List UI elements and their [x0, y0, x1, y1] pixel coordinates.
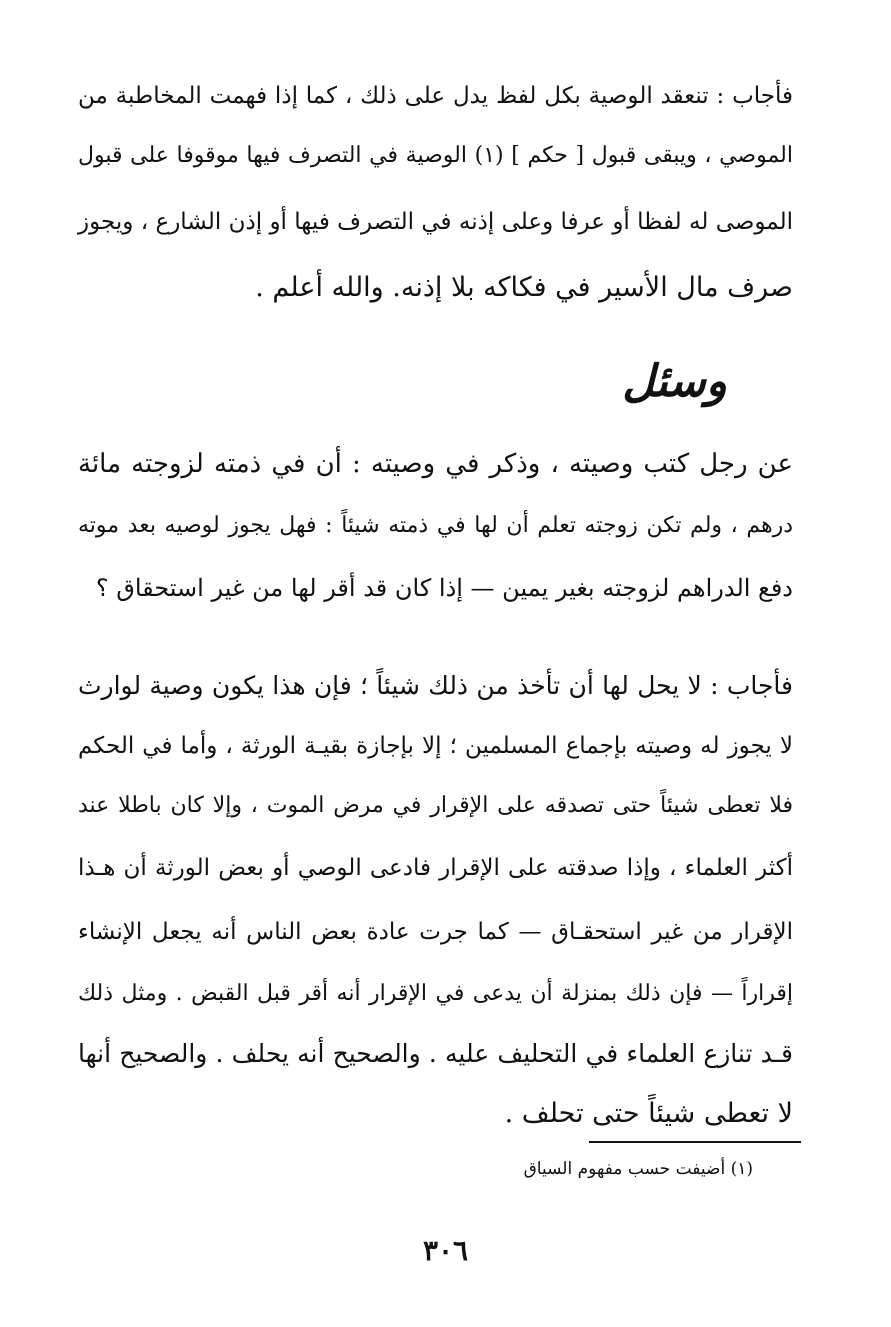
answer-1-line: فأجاب : تنعقد الوصية بكل لفظ يدل على ذلك ، كما إذا فهمت المخاطبة من	[78, 83, 793, 109]
answer-2-line: أكثر العلماء ، وإذا صدقته على الإقرار فادعى الوصي أو بعض الورثة أن هـذا	[78, 855, 793, 881]
question-line: درهم ، ولم تكن زوجته تعلم أن لها في ذمته شيئاً : فهل يجوز لوصيه بعد موته	[78, 513, 793, 538]
answer-2-line: الإقرار من غير استحقـاق — كما جرت عادة بعض الناس أنه يجعل الإنشاء	[78, 919, 793, 945]
question-line: عن رجل كتب وصيته ، وذكر في وصيته : أن في ذمته لزوجته مائة	[78, 449, 793, 479]
answer-2-line: فأجاب : لا يحل لها أن تأخذ من ذلك شيئاً ؛ فإن هذا يكون وصية لوارث	[78, 671, 793, 700]
answer-2-line: قـد تنازع العلماء في التحليف عليه . والصحيح أنه يحلف . والصحيح أنها	[78, 1039, 793, 1068]
answer-1-line: الموصي ، ويبقى قبول [ حكم ] (١) الوصية في التصرف فيها موقوفا على قبول	[78, 143, 793, 168]
answer-1-line: صرف مال الأسير في فكاكه بلا إذنه. والله أعلم .	[255, 272, 793, 303]
answer-1-line: الموصى له لفظا أو عرفا وعلى إذنه في التصرف فيها أو إذن الشارع ، ويجوز	[78, 209, 793, 235]
answer-2-line: إقراراً — فإن ذلك بمنزلة أن يدعى في الإقرار أنه أقر قبل القبض . ومثل ذلك	[78, 981, 793, 1006]
footnote-separator	[589, 1141, 801, 1143]
footnote: (١) أضيفت حسب مفهوم السياق	[523, 1159, 753, 1179]
answer-2-line: لا يجوز له وصيته بإجماع المسلمين ؛ إلا بإجازة بقيـة الورثة ، وأما في الحكم	[78, 733, 793, 759]
page-number: ٣٠٦	[422, 1234, 469, 1267]
section-heading: وسئل	[622, 356, 727, 407]
question-line: دفع الدراهم لزوجته بغير يمين — إذا كان قد أقر لها من غير استحقاق ؟	[95, 574, 793, 602]
answer-2-line: فلا تعطى شيئاً حتى تصدقه على الإقرار في مرض الموت ، وإلا كان باطلا عند	[78, 793, 793, 818]
answer-2-line: لا تعطى شيئاً حتى تحلف .	[504, 1098, 793, 1129]
